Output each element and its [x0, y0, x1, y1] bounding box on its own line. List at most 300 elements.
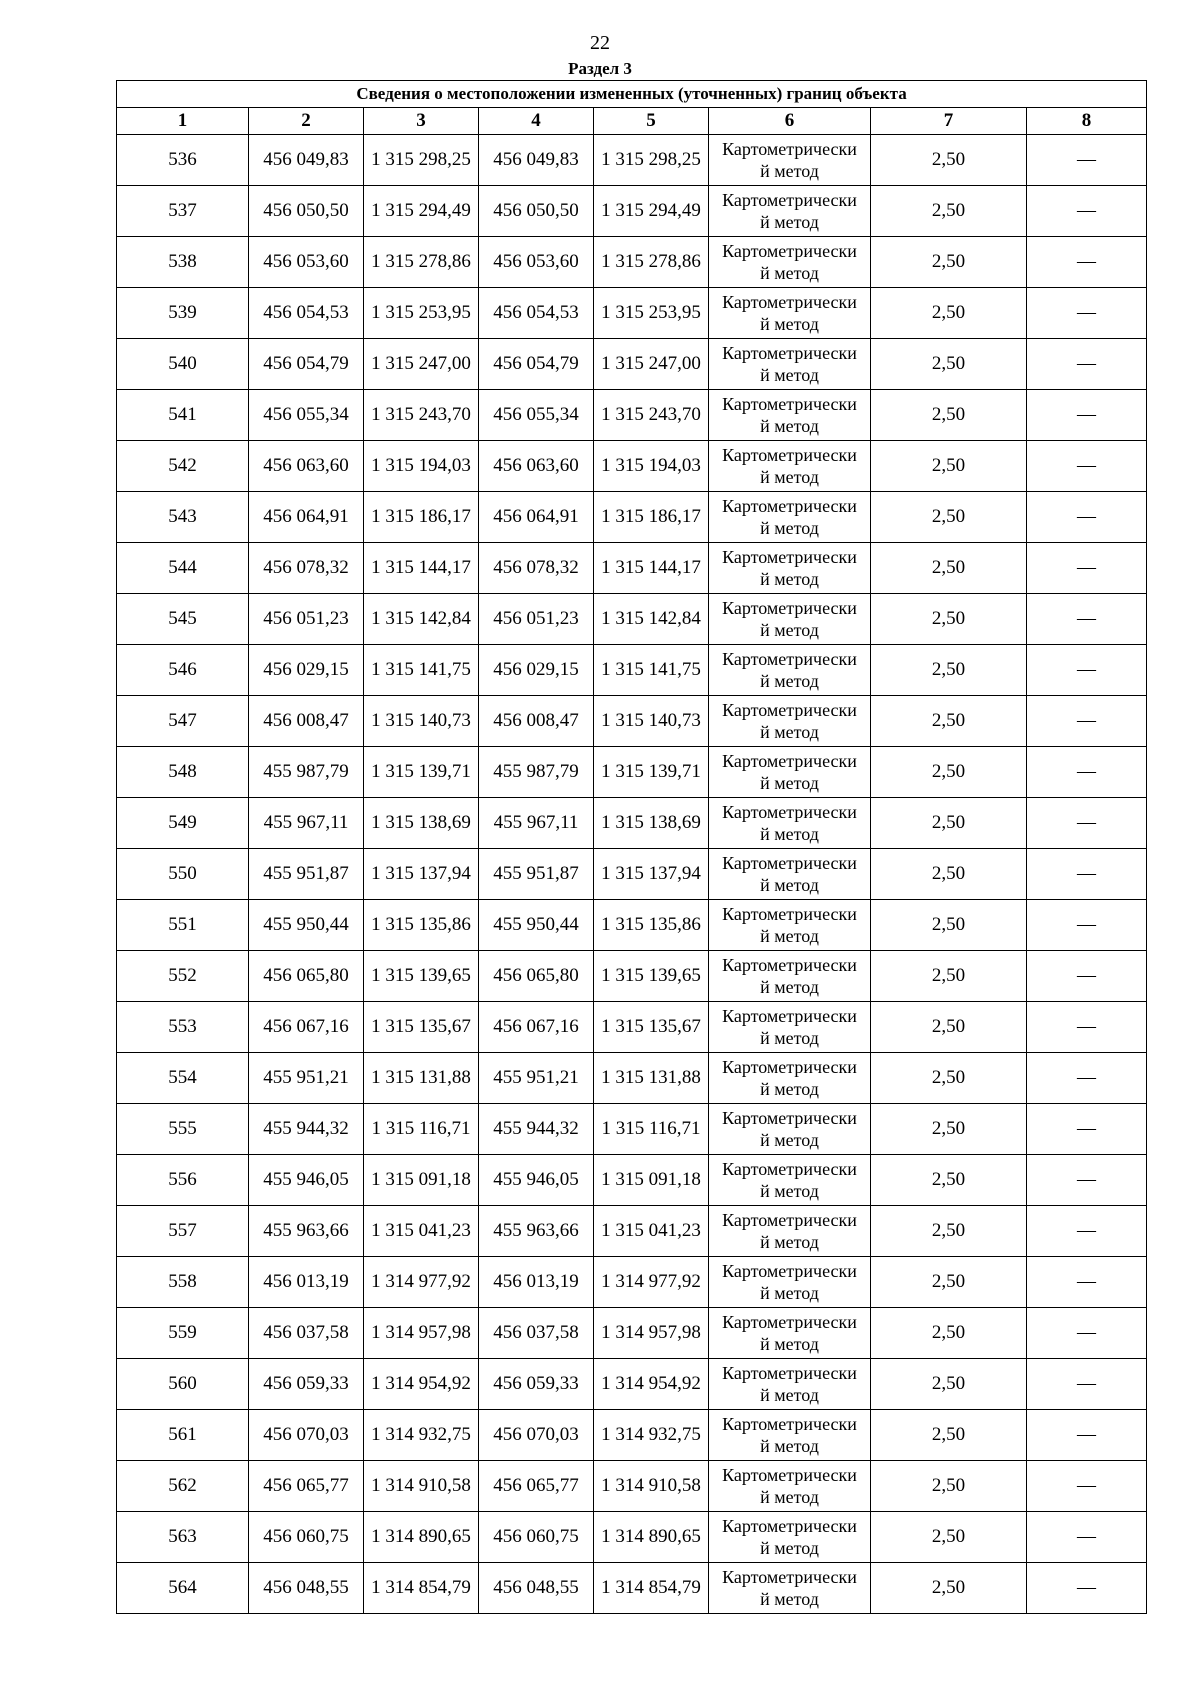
method-line-1: Картометрически: [722, 292, 857, 312]
point-number-cell: 547: [117, 696, 249, 747]
method-line-1: Картометрически: [722, 1210, 857, 1230]
method-line-2: й метод: [760, 875, 819, 895]
method-line-2: й метод: [760, 1283, 819, 1303]
y-coordinate-cell: 1 314 854,79: [594, 1563, 709, 1614]
method-line-1: Картометрически: [722, 1057, 857, 1077]
method-cell: [709, 288, 871, 339]
table-row: [117, 492, 1147, 543]
x-coordinate-cell: 456 059,33: [249, 1359, 364, 1410]
table-row: [117, 747, 1147, 798]
method-line-2: й метод: [760, 773, 819, 793]
accuracy-cell: 2,50: [871, 747, 1027, 798]
table-row: [117, 1359, 1147, 1410]
y-coordinate-cell: 1 315 278,86: [594, 237, 709, 288]
table-row: [117, 1308, 1147, 1359]
x-coordinate-cell: 456 065,80: [479, 951, 594, 1002]
description-cell: —: [1027, 543, 1147, 594]
table-row: [117, 1410, 1147, 1461]
table-row: [117, 1155, 1147, 1206]
method-line-2: й метод: [760, 824, 819, 844]
description-cell: —: [1027, 186, 1147, 237]
point-number-cell: 548: [117, 747, 249, 798]
description-cell: —: [1027, 1053, 1147, 1104]
y-coordinate-cell: 1 314 890,65: [594, 1512, 709, 1563]
y-coordinate-cell: 1 315 141,75: [364, 645, 479, 696]
method-cell: [709, 1512, 871, 1563]
x-coordinate-cell: 456 054,79: [249, 339, 364, 390]
x-coordinate-cell: 456 053,60: [249, 237, 364, 288]
method-line-1: Картометрически: [722, 1465, 857, 1485]
method-line-1: Картометрически: [722, 649, 857, 669]
y-coordinate-cell: 1 315 298,25: [594, 135, 709, 186]
point-number-cell: 556: [117, 1155, 249, 1206]
method-cell: [709, 492, 871, 543]
y-coordinate-cell: 1 315 140,73: [594, 696, 709, 747]
point-number-cell: 536: [117, 135, 249, 186]
method-line-2: й метод: [760, 1130, 819, 1150]
method-line-2: й метод: [760, 1334, 819, 1354]
x-coordinate-cell: 456 063,60: [249, 441, 364, 492]
x-coordinate-cell: 456 050,50: [249, 186, 364, 237]
accuracy-cell: 2,50: [871, 543, 1027, 594]
description-cell: —: [1027, 1155, 1147, 1206]
method-line-2: й метод: [760, 671, 819, 691]
description-cell: —: [1027, 1563, 1147, 1614]
method-line-2: й метод: [760, 263, 819, 283]
accuracy-cell: 2,50: [871, 441, 1027, 492]
y-coordinate-cell: 1 314 977,92: [594, 1257, 709, 1308]
method-line-2: й метод: [760, 1079, 819, 1099]
point-number-cell: 545: [117, 594, 249, 645]
x-coordinate-cell: 455 951,87: [479, 849, 594, 900]
method-line-2: й метод: [760, 1385, 819, 1405]
x-coordinate-cell: 455 946,05: [479, 1155, 594, 1206]
point-number-cell: 552: [117, 951, 249, 1002]
x-coordinate-cell: 456 029,15: [249, 645, 364, 696]
y-coordinate-cell: 1 315 139,65: [364, 951, 479, 1002]
accuracy-cell: 2,50: [871, 1155, 1027, 1206]
accuracy-cell: 2,50: [871, 1359, 1027, 1410]
method-line-1: Картометрически: [722, 802, 857, 822]
y-coordinate-cell: 1 315 247,00: [594, 339, 709, 390]
y-coordinate-cell: 1 314 954,92: [364, 1359, 479, 1410]
method-line-1: Картометрически: [722, 343, 857, 363]
y-coordinate-cell: 1 315 253,95: [594, 288, 709, 339]
x-coordinate-cell: 455 950,44: [479, 900, 594, 951]
method-line-2: й метод: [760, 1589, 819, 1609]
method-cell: [709, 900, 871, 951]
y-coordinate-cell: 1 314 957,98: [364, 1308, 479, 1359]
accuracy-cell: 2,50: [871, 1206, 1027, 1257]
accuracy-cell: 2,50: [871, 645, 1027, 696]
y-coordinate-cell: 1 315 137,94: [594, 849, 709, 900]
method-cell: [709, 696, 871, 747]
method-cell: [709, 1206, 871, 1257]
method-cell: [709, 645, 871, 696]
y-coordinate-cell: 1 315 294,49: [594, 186, 709, 237]
x-coordinate-cell: 456 013,19: [249, 1257, 364, 1308]
description-cell: —: [1027, 1461, 1147, 1512]
column-header: 4: [479, 108, 594, 135]
table-row: [117, 288, 1147, 339]
table-body: [117, 135, 1147, 1614]
x-coordinate-cell: 456 055,34: [479, 390, 594, 441]
y-coordinate-cell: 1 315 294,49: [364, 186, 479, 237]
method-cell: [709, 1002, 871, 1053]
x-coordinate-cell: 456 059,33: [479, 1359, 594, 1410]
method-line-2: й метод: [760, 416, 819, 436]
point-number-cell: 558: [117, 1257, 249, 1308]
method-cell: [709, 390, 871, 441]
x-coordinate-cell: 456 060,75: [479, 1512, 594, 1563]
point-number-cell: 537: [117, 186, 249, 237]
y-coordinate-cell: 1 315 116,71: [594, 1104, 709, 1155]
table-row: [117, 1104, 1147, 1155]
method-line-1: Картометрически: [722, 1108, 857, 1128]
y-coordinate-cell: 1 314 932,75: [594, 1410, 709, 1461]
method-line-1: Картометрически: [722, 241, 857, 261]
method-cell: [709, 1308, 871, 1359]
x-coordinate-cell: 456 054,53: [479, 288, 594, 339]
x-coordinate-cell: 455 951,87: [249, 849, 364, 900]
y-coordinate-cell: 1 314 910,58: [594, 1461, 709, 1512]
point-number-cell: 557: [117, 1206, 249, 1257]
method-cell: [709, 1104, 871, 1155]
method-cell: [709, 1053, 871, 1104]
method-line-2: й метод: [760, 1538, 819, 1558]
table-row: [117, 339, 1147, 390]
y-coordinate-cell: 1 315 140,73: [364, 696, 479, 747]
x-coordinate-cell: 456 078,32: [249, 543, 364, 594]
method-cell: [709, 1563, 871, 1614]
x-coordinate-cell: 456 013,19: [479, 1257, 594, 1308]
method-line-1: Картометрически: [722, 445, 857, 465]
x-coordinate-cell: 456 049,83: [479, 135, 594, 186]
accuracy-cell: 2,50: [871, 594, 1027, 645]
y-coordinate-cell: 1 314 910,58: [364, 1461, 479, 1512]
coordinates-table: [116, 80, 1147, 1614]
description-cell: —: [1027, 645, 1147, 696]
method-line-1: Картометрически: [722, 853, 857, 873]
method-line-1: Картометрически: [722, 496, 857, 516]
y-coordinate-cell: 1 315 186,17: [364, 492, 479, 543]
table-row: [117, 390, 1147, 441]
description-cell: —: [1027, 951, 1147, 1002]
accuracy-cell: 2,50: [871, 135, 1027, 186]
column-header: 1: [117, 108, 249, 135]
y-coordinate-cell: 1 315 278,86: [364, 237, 479, 288]
method-cell: [709, 1155, 871, 1206]
description-cell: —: [1027, 135, 1147, 186]
point-number-cell: 540: [117, 339, 249, 390]
accuracy-cell: 2,50: [871, 849, 1027, 900]
y-coordinate-cell: 1 315 138,69: [364, 798, 479, 849]
column-header: 7: [871, 108, 1027, 135]
y-coordinate-cell: 1 315 137,94: [364, 849, 479, 900]
method-cell: [709, 951, 871, 1002]
x-coordinate-cell: 455 963,66: [249, 1206, 364, 1257]
accuracy-cell: 2,50: [871, 1104, 1027, 1155]
x-coordinate-cell: 456 055,34: [249, 390, 364, 441]
y-coordinate-cell: 1 315 142,84: [594, 594, 709, 645]
method-line-2: й метод: [760, 1487, 819, 1507]
x-coordinate-cell: 455 967,11: [479, 798, 594, 849]
y-coordinate-cell: 1 315 131,88: [594, 1053, 709, 1104]
x-coordinate-cell: 456 064,91: [479, 492, 594, 543]
x-coordinate-cell: 456 065,77: [249, 1461, 364, 1512]
description-cell: —: [1027, 237, 1147, 288]
accuracy-cell: 2,50: [871, 1410, 1027, 1461]
y-coordinate-cell: 1 315 135,67: [594, 1002, 709, 1053]
point-number-cell: 560: [117, 1359, 249, 1410]
accuracy-cell: 2,50: [871, 186, 1027, 237]
column-number-row: [117, 108, 1147, 135]
x-coordinate-cell: 456 063,60: [479, 441, 594, 492]
method-line-1: Картометрически: [722, 190, 857, 210]
method-cell: [709, 543, 871, 594]
method-cell: [709, 1257, 871, 1308]
x-coordinate-cell: 456 067,16: [249, 1002, 364, 1053]
x-coordinate-cell: 455 951,21: [479, 1053, 594, 1104]
x-coordinate-cell: 456 048,55: [479, 1563, 594, 1614]
x-coordinate-cell: 455 944,32: [249, 1104, 364, 1155]
page-number: 22: [590, 32, 610, 54]
table-caption: Сведения о местоположении измененных (уточненных) границ объекта: [117, 81, 1147, 108]
method-line-1: Картометрически: [722, 1516, 857, 1536]
y-coordinate-cell: 1 315 139,71: [364, 747, 479, 798]
y-coordinate-cell: 1 315 298,25: [364, 135, 479, 186]
table-row: [117, 237, 1147, 288]
method-cell: [709, 441, 871, 492]
method-cell: [709, 186, 871, 237]
point-number-cell: 551: [117, 900, 249, 951]
x-coordinate-cell: 456 070,03: [479, 1410, 594, 1461]
method-line-1: Картометрически: [722, 1006, 857, 1026]
y-coordinate-cell: 1 315 138,69: [594, 798, 709, 849]
x-coordinate-cell: 456 054,79: [479, 339, 594, 390]
point-number-cell: 561: [117, 1410, 249, 1461]
method-cell: [709, 1461, 871, 1512]
accuracy-cell: 2,50: [871, 1257, 1027, 1308]
description-cell: —: [1027, 900, 1147, 951]
method-line-2: й метод: [760, 212, 819, 232]
method-line-1: Картометрически: [722, 1261, 857, 1281]
x-coordinate-cell: 455 963,66: [479, 1206, 594, 1257]
accuracy-cell: 2,50: [871, 798, 1027, 849]
method-line-2: й метод: [760, 365, 819, 385]
x-coordinate-cell: 455 944,32: [479, 1104, 594, 1155]
method-line-1: Картометрически: [722, 547, 857, 567]
method-line-2: й метод: [760, 722, 819, 742]
method-line-1: Картометрически: [722, 700, 857, 720]
y-coordinate-cell: 1 315 186,17: [594, 492, 709, 543]
point-number-cell: 543: [117, 492, 249, 543]
y-coordinate-cell: 1 315 144,17: [364, 543, 479, 594]
method-line-2: й метод: [760, 620, 819, 640]
x-coordinate-cell: 456 065,77: [479, 1461, 594, 1512]
method-line-2: й метод: [760, 518, 819, 538]
description-cell: —: [1027, 441, 1147, 492]
table-row: [117, 1461, 1147, 1512]
y-coordinate-cell: 1 315 091,18: [364, 1155, 479, 1206]
accuracy-cell: 2,50: [871, 1053, 1027, 1104]
y-coordinate-cell: 1 315 141,75: [594, 645, 709, 696]
method-line-1: Картометрически: [722, 598, 857, 618]
point-number-cell: 563: [117, 1512, 249, 1563]
x-coordinate-cell: 456 049,83: [249, 135, 364, 186]
x-coordinate-cell: 456 051,23: [249, 594, 364, 645]
table-row: [117, 1053, 1147, 1104]
point-number-cell: 549: [117, 798, 249, 849]
method-line-2: й метод: [760, 314, 819, 334]
description-cell: —: [1027, 798, 1147, 849]
point-number-cell: 539: [117, 288, 249, 339]
x-coordinate-cell: 456 037,58: [479, 1308, 594, 1359]
y-coordinate-cell: 1 314 890,65: [364, 1512, 479, 1563]
x-coordinate-cell: 455 987,79: [479, 747, 594, 798]
description-cell: —: [1027, 492, 1147, 543]
point-number-cell: 550: [117, 849, 249, 900]
section-title: Раздел 3: [568, 59, 632, 78]
y-coordinate-cell: 1 315 247,00: [364, 339, 479, 390]
y-coordinate-cell: 1 315 041,23: [594, 1206, 709, 1257]
method-cell: [709, 135, 871, 186]
point-number-cell: 538: [117, 237, 249, 288]
y-coordinate-cell: 1 314 954,92: [594, 1359, 709, 1410]
table-row: [117, 1206, 1147, 1257]
description-cell: —: [1027, 1002, 1147, 1053]
method-line-2: й метод: [760, 161, 819, 181]
table-row: [117, 543, 1147, 594]
point-number-cell: 554: [117, 1053, 249, 1104]
description-cell: —: [1027, 849, 1147, 900]
y-coordinate-cell: 1 315 194,03: [364, 441, 479, 492]
description-cell: —: [1027, 594, 1147, 645]
description-cell: —: [1027, 696, 1147, 747]
y-coordinate-cell: 1 315 135,67: [364, 1002, 479, 1053]
y-coordinate-cell: 1 315 041,23: [364, 1206, 479, 1257]
method-line-2: й метод: [760, 1436, 819, 1456]
x-coordinate-cell: 456 037,58: [249, 1308, 364, 1359]
accuracy-cell: 2,50: [871, 1512, 1027, 1563]
x-coordinate-cell: 455 987,79: [249, 747, 364, 798]
point-number-cell: 562: [117, 1461, 249, 1512]
y-coordinate-cell: 1 314 932,75: [364, 1410, 479, 1461]
x-coordinate-cell: 456 065,80: [249, 951, 364, 1002]
point-number-cell: 564: [117, 1563, 249, 1614]
accuracy-cell: 2,50: [871, 1563, 1027, 1614]
method-cell: [709, 237, 871, 288]
accuracy-cell: 2,50: [871, 951, 1027, 1002]
method-cell: [709, 747, 871, 798]
table-row: [117, 798, 1147, 849]
method-line-1: Картометрически: [722, 1159, 857, 1179]
method-cell: [709, 594, 871, 645]
description-cell: —: [1027, 1104, 1147, 1155]
column-header: 8: [1027, 108, 1147, 135]
method-line-1: Картометрически: [722, 1414, 857, 1434]
method-line-2: й метод: [760, 1232, 819, 1252]
description-cell: —: [1027, 390, 1147, 441]
method-cell: [709, 1410, 871, 1461]
x-coordinate-cell: 456 053,60: [479, 237, 594, 288]
accuracy-cell: 2,50: [871, 339, 1027, 390]
table-row: [117, 900, 1147, 951]
y-coordinate-cell: 1 315 131,88: [364, 1053, 479, 1104]
table-row: [117, 594, 1147, 645]
accuracy-cell: 2,50: [871, 237, 1027, 288]
point-number-cell: 544: [117, 543, 249, 594]
table-row: [117, 186, 1147, 237]
point-number-cell: 553: [117, 1002, 249, 1053]
x-coordinate-cell: 456 067,16: [479, 1002, 594, 1053]
x-coordinate-cell: 455 950,44: [249, 900, 364, 951]
description-cell: —: [1027, 1206, 1147, 1257]
description-cell: —: [1027, 747, 1147, 798]
method-cell: [709, 339, 871, 390]
point-number-cell: 542: [117, 441, 249, 492]
table-row: [117, 645, 1147, 696]
x-coordinate-cell: 456 008,47: [249, 696, 364, 747]
y-coordinate-cell: 1 314 957,98: [594, 1308, 709, 1359]
description-cell: —: [1027, 1257, 1147, 1308]
method-cell: [709, 849, 871, 900]
table-row: [117, 135, 1147, 186]
method-line-2: й метод: [760, 926, 819, 946]
method-line-2: й метод: [760, 977, 819, 997]
column-header: 2: [249, 108, 364, 135]
method-line-2: й метод: [760, 1181, 819, 1201]
x-coordinate-cell: 455 946,05: [249, 1155, 364, 1206]
description-cell: —: [1027, 1512, 1147, 1563]
method-line-1: Картометрически: [722, 1312, 857, 1332]
x-coordinate-cell: 456 054,53: [249, 288, 364, 339]
method-line-1: Картометрически: [722, 904, 857, 924]
table-row: [117, 696, 1147, 747]
description-cell: —: [1027, 288, 1147, 339]
table-row: [117, 441, 1147, 492]
table-row: [117, 849, 1147, 900]
column-header: 3: [364, 108, 479, 135]
point-number-cell: 559: [117, 1308, 249, 1359]
accuracy-cell: 2,50: [871, 1461, 1027, 1512]
accuracy-cell: 2,50: [871, 900, 1027, 951]
description-cell: —: [1027, 339, 1147, 390]
method-line-1: Картометрически: [722, 751, 857, 771]
table-row: [117, 1512, 1147, 1563]
description-cell: —: [1027, 1308, 1147, 1359]
method-line-2: й метод: [760, 569, 819, 589]
method-line-2: й метод: [760, 1028, 819, 1048]
method-line-1: Картометрически: [722, 1363, 857, 1383]
description-cell: —: [1027, 1410, 1147, 1461]
method-line-2: й метод: [760, 467, 819, 487]
method-line-1: Картометрически: [722, 394, 857, 414]
accuracy-cell: 2,50: [871, 288, 1027, 339]
y-coordinate-cell: 1 315 116,71: [364, 1104, 479, 1155]
table-row: [117, 1563, 1147, 1614]
x-coordinate-cell: 456 029,15: [479, 645, 594, 696]
column-header: 5: [594, 108, 709, 135]
x-coordinate-cell: 455 967,11: [249, 798, 364, 849]
x-coordinate-cell: 456 064,91: [249, 492, 364, 543]
table-row: [117, 1257, 1147, 1308]
y-coordinate-cell: 1 315 144,17: [594, 543, 709, 594]
accuracy-cell: 2,50: [871, 696, 1027, 747]
y-coordinate-cell: 1 315 243,70: [364, 390, 479, 441]
point-number-cell: 555: [117, 1104, 249, 1155]
y-coordinate-cell: 1 315 135,86: [594, 900, 709, 951]
